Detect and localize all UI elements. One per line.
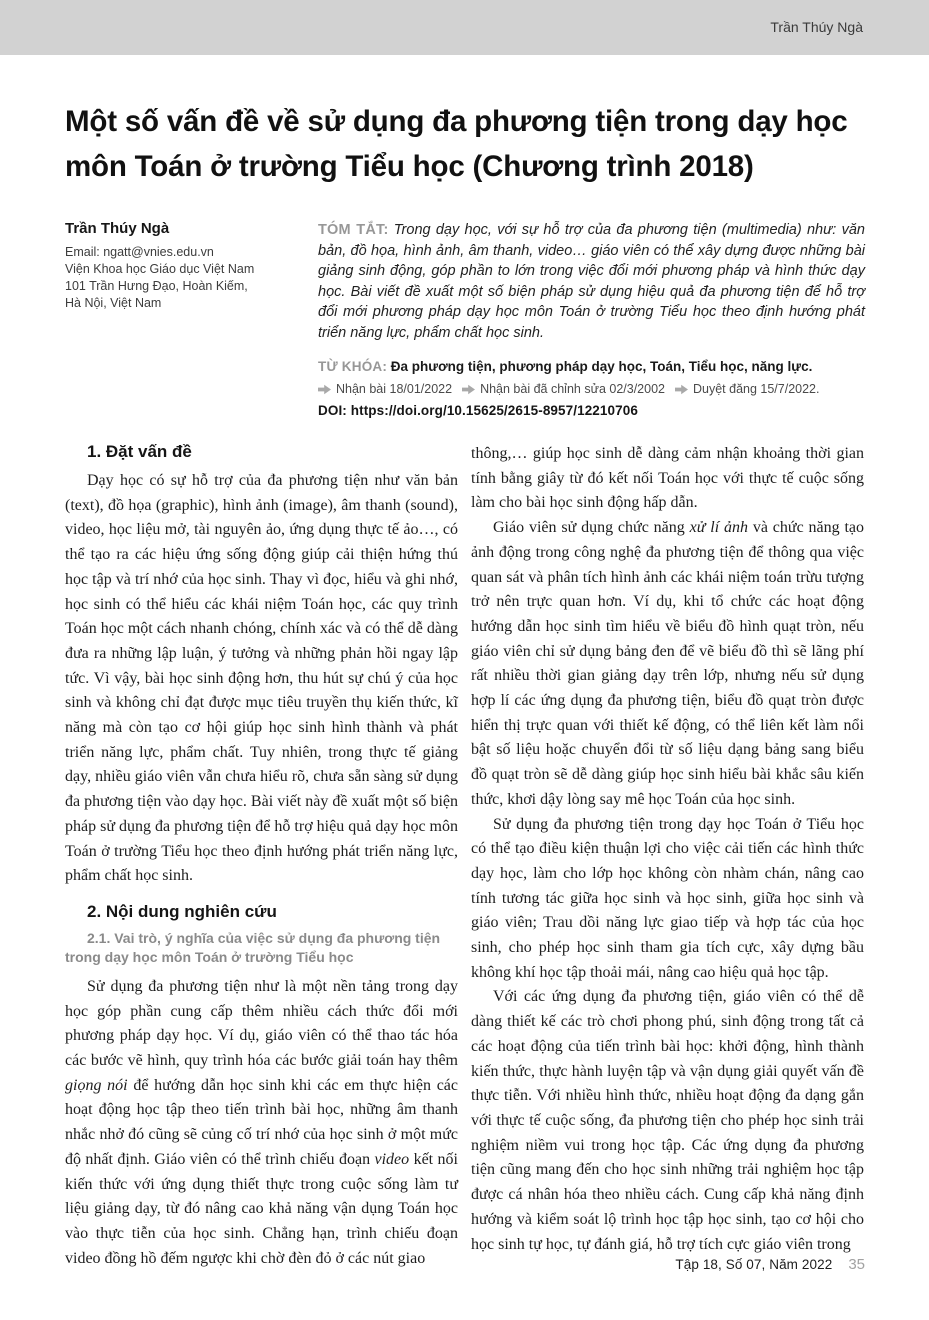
arrow-right-icon: [675, 384, 688, 395]
footer-page-number: 35: [848, 1256, 865, 1273]
paragraph-text: và chức năng tạo ảnh động trong công nghệ đa phương tiện để thông qua việc quan sát và phân tích hình ảnh các khái niệm toán trừu tượng trở nên trực quan hơn. Ví dụ, khi tổ chức các hoạt động hướng dẫn học sinh tìm hiểu về biểu đồ hình quạt tròn, nếu giáo viên chỉ sử dụng bảng đen để vẽ biểu đồ thì sẽ lãng phí rất nhiều thời gian giảng dạy trên lớp, nhưng nếu sử dụng hợp lí các ứng dụng đa phương tiện, biểu đồ quạt tròn được hiển thị trực quan với thiết kế động, có thể liên kết làm nổi bật số liệu hoặc chuyển đổi từ số liệu dạng bảng sang biểu đồ quạt tròn sẽ dễ dàng giúp học sinh hiểu bài khắc sâu kiến thức, khơi dậy lòng say mê học Toán của học sinh.: [471, 519, 864, 808]
keywords-label: TỪ KHÓA:: [318, 359, 388, 374]
author-address-line1: 101 Trần Hưng Đạo, Hoàn Kiếm,: [65, 279, 248, 293]
date-received-text: Nhận bài 18/01/2022: [336, 382, 453, 396]
paragraph-text: Giáo viên sử dụng chức năng: [493, 519, 690, 537]
doi: DOI: https://doi.org/10.15625/2615-8957/12210706: [318, 403, 638, 418]
abstract-label: TÓM TẮT:: [318, 222, 389, 238]
right-column: [471, 442, 864, 1271]
meta-row: [65, 220, 865, 418]
continued-paragraph: thông,… giúp học sinh dễ dàng cảm nhận khoảng thời gian tính bằng giây từ đó kết nối Toán học với thực tế cuộc sống làm cho bài học sinh động hấp dẫn.: [471, 445, 864, 512]
article-dates: [318, 382, 865, 396]
section-1-heading: 1. Đặt vấn đề: [87, 442, 192, 461]
section-1-paragraph: Dạy học có sự hỗ trợ của đa phương tiện như văn bản (text), đồ họa (graphic), hình ảnh (image), âm thanh (sound), video, học liệu mở, tài nguyên ảo, ứng dụng thực tế ảo…, có thể tạo ra các hiệu ứng sống động giúp cải thiện hứng thú học tập và trí nhớ của học sinh. Thay vì đọc, hiểu và ghi nhớ, học sinh có thể hiểu các khái niệm Toán học, các quy trình Toán học một cách nhanh chóng, chính xác và có thể dễ dàng đưa ra những lập luận, ý tưởng và những phản hồi ngay lập tức. Vì vậy, bài học sinh động hơn, thu hút sự chú ý của học sinh và không chỉ đạt được mục tiêu truyền thụ kiến thức, kĩ năng mà còn tạo cơ hội giúp học sinh hình thành và phát triển năng lực, phẩm chất. Tuy nhiên, trong thực tế giảng dạy, nhiều giáo viên vẫn chưa hiểu rõ, chưa sẵn sàng sử dụng đa phương tiện vào dạy học. Bài viết này đề xuất một số biện pháp sử dụng đa phương tiện để hỗ trợ hiệu quả dạy học môn Toán ở trường Tiểu học theo định hướng phát triển năng lực, phẩm chất học sinh.: [65, 472, 458, 885]
italic-term: giọng nói: [65, 1076, 128, 1094]
keywords-text: Đa phương tiện, phương pháp dạy học, Toán, Tiểu học, năng lực.: [387, 359, 813, 374]
left-column: [65, 442, 458, 1271]
date-accepted: [675, 382, 820, 396]
author-block: [65, 220, 318, 418]
date-revised-text: Nhận bài đã chỉnh sửa 02/3/2002: [480, 382, 665, 396]
body-paragraph: Với các ứng dụng đa phương tiện, giáo viên có thể dễ dàng thiết kế các trò chơi phong phú, sinh động trong tất cả các hoạt động của tiến trình bài học: khởi động, hình thành kiến thức, thực hành luyện tập và vận dụng giải quyết vấn đề thực tiễn. Với nhiều hình thức, nhiều hoạt động đa dạng gắn với thực tế cuộc sống, đa phương tiện cho phép học sinh trải nghiệm niềm vui trong học tập. Các ứng dụng đa phương tiện cũng mang đến cho học sinh những trải nghiệm học tập được cá nhân hóa theo nhiều cách. Cung cấp khả năng định hướng và kiểm soát lộ trình học tập học sinh, tạo cơ hội cho học sinh tự học, tự đánh giá, hỗ trợ tích cực giáo viên trong: [471, 988, 864, 1253]
italic-term: xử lí ảnh: [689, 519, 748, 537]
section-2-1-heading: 2.1. Vai trò, ý nghĩa của việc sử dụng đa phương tiện trong dạy học môn Toán ở trường Tiểu học: [65, 929, 441, 966]
author-address-line2: Hà Nội, Việt Nam: [65, 296, 162, 310]
date-accepted-text: Duyệt đăng 15/7/2022.: [692, 382, 820, 396]
author-email: Email: ngatt@vnies.edu.vn: [65, 245, 214, 259]
body-paragraph: [471, 516, 864, 812]
author-affiliation: Viện Khoa học Giáo dục Việt Nam: [65, 262, 255, 276]
abstract-text: Trong dạy học, với sự hỗ trợ của đa phương tiện (multimedia) như: văn bản, đồ họa, hình ảnh, âm thanh, video… giáo viên có thể xây dựng được những bài giảng sinh động, góp phần to lớn trong việc đổi mới phương pháp và hình thức dạy học. Bài viết đề xuất một số biện pháp sử dụng hiệu quả đa phương tiện để hỗ trợ đổi mới phương pháp dạy học môn Toán ở trường Tiểu học theo định hướng phát triển năng lực, phẩm chất học sinh.: [318, 222, 865, 341]
page-content: [65, 55, 865, 1271]
arrow-right-icon: [462, 384, 475, 395]
date-revised: [462, 382, 665, 396]
author-name: Trần Thúy Ngà: [65, 220, 170, 237]
abstract: [318, 220, 865, 343]
keywords: [318, 358, 865, 376]
running-head-author: Trần Thúy Ngà: [770, 19, 863, 35]
footer-issue-info: Tập 18, Số 07, Năm 2022: [675, 1257, 833, 1272]
body-paragraph: Sử dụng đa phương tiện trong dạy học Toán ở Tiểu học có thể tạo điều kiện thuận lợi cho việc cải tiến các hình thức dạy học, làm cho lớp học không còn nhàm chán, nâng cao tính tương tác giữa học sinh và học sinh, giữa học sinh và giáo viên; Trau dồi năng lực giao tiếp và hợp tác của học sinh, cho phép học sinh tham gia tích cực, xây dựng bầu không khí học tập thoải mái, nâng cao hiệu quả học tập.: [471, 815, 864, 981]
paragraph-text: kết nối kiến thức với ứng dụng thiết thực trong cuộc sống làm tư liệu giảng dạy, từ đó nâng cao khả năng vận dụng Toán học vào thực tiễn của học sinh. Chẳng hạn, trình chiếu đoạn video đồng hồ đếm ngược khi chờ đèn đỏ ở các nút giao: [65, 1150, 458, 1267]
abstract-keywords-block: [318, 220, 865, 418]
paragraph-text: để hướng dẫn học sinh khi các em thực hiện các hoạt động học tập theo tiến trình bài học, những âm thanh nhắc nhở đó cũng sẽ củng cố trí nhớ của học sinh ở một mức độ nhất định. Giáo viên có thể trình chiếu đoạn: [65, 1076, 458, 1168]
page-footer: [675, 1256, 865, 1273]
article-title: Một số vấn đề về sử dụng đa phương tiện trong dạy học môn Toán ở trường Tiểu học (Chương trình 2018): [65, 105, 848, 183]
italic-term: video: [374, 1150, 410, 1168]
arrow-right-icon: [318, 384, 331, 395]
paragraph-text: Sử dụng đa phương tiện như là một nền tảng trong dạy học góp phần cung cấp thêm nhiều cách thức đổi mới phương pháp dạy học. Ví dụ, giáo viên có thể thao tác hóa các bước vẽ hình, quy trình hóa các bước giải toán hay thêm: [65, 977, 458, 1070]
section-2-1-paragraph: [65, 975, 458, 1271]
date-received: [318, 382, 452, 396]
section-2-heading: 2. Nội dung nghiên cứu: [87, 901, 277, 921]
article-body: [65, 442, 865, 1271]
